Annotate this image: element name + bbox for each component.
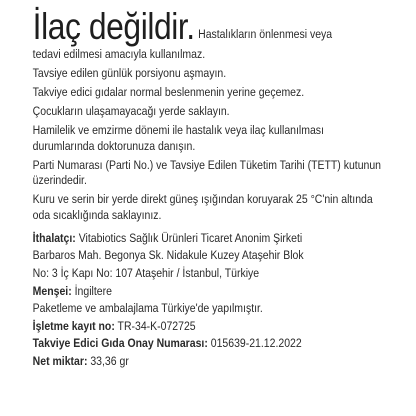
warning-line: Hamilelik ve emzirme dönemi ile hastalık veya ilaç kullanılması — [32, 122, 324, 137]
warning-line: Takviye edici gıdalar normal beslenmenin yerine geçemez. — [32, 84, 305, 99]
warning-line: Parti Numarası (Parti No.) ve Tavsiye Edilen Tüketim Tarihi (TETT) kutunun — [32, 157, 382, 172]
approval-value: 015639-21.12.2022 — [210, 336, 302, 351]
headline-text: Hastalıkların önlenmesi veya — [198, 26, 333, 41]
approval-line — [33, 336, 358, 352]
origin-value: İngiltere — [74, 283, 112, 298]
warning-line: tedavi edilmesi amacıyla kullanılmaz. — [32, 47, 206, 61]
approval-label: Takviye Edici Gıda Onay Numarası: — [32, 336, 208, 351]
headline-title: İlaç değildir. — [32, 6, 195, 47]
origin-label: Menşei: — [32, 283, 72, 298]
packaging-note: Paketleme ve ambalajlama Türkiye'de yapılmıştır. — [32, 301, 263, 316]
warning-line: üzerindedir. — [32, 173, 87, 188]
importer-address-line: No: 3 İç Kapı No: 107 Ataşehir / İstanbul, Türkiye — [32, 266, 260, 281]
registration-line — [33, 319, 358, 335]
headline — [32, 6, 358, 47]
warning-line: durumlarında doktorunuza danışın. — [32, 138, 196, 153]
net-quantity-line — [33, 354, 358, 370]
registration-label: İşletme kayıt no: — [32, 318, 115, 333]
warning-line: Çocukların ulaşamayacağı yerde saklayın. — [32, 103, 230, 118]
importer-name: Vitabiotics Sağlık Ürünleri Ticaret Anonim Şirketi — [78, 230, 303, 245]
warnings-block — [32, 47, 382, 223]
warning-line: oda sıcaklığında saklayınız. — [32, 207, 162, 222]
net-quantity-value: 33,36 gr — [90, 354, 129, 369]
net-quantity-label: Net miktar: — [32, 354, 88, 369]
warning-line: Tavsiye edilen günlük porsiyonu aşmayın. — [32, 65, 227, 80]
importer-address-line: Barbaros Mah. Begonya Sk. Nidakule Kuzey Ataşehir Blok — [32, 248, 304, 263]
registration-value: TR-34-K-072725 — [117, 318, 196, 333]
importer-label: İthalatçı: — [32, 230, 76, 245]
importer-block — [33, 231, 358, 282]
origin-block — [33, 284, 358, 317]
warning-line: Kuru ve serin bir yerde direkt güneş ışığından koruyarak 25 °C'nin altında — [32, 192, 373, 207]
